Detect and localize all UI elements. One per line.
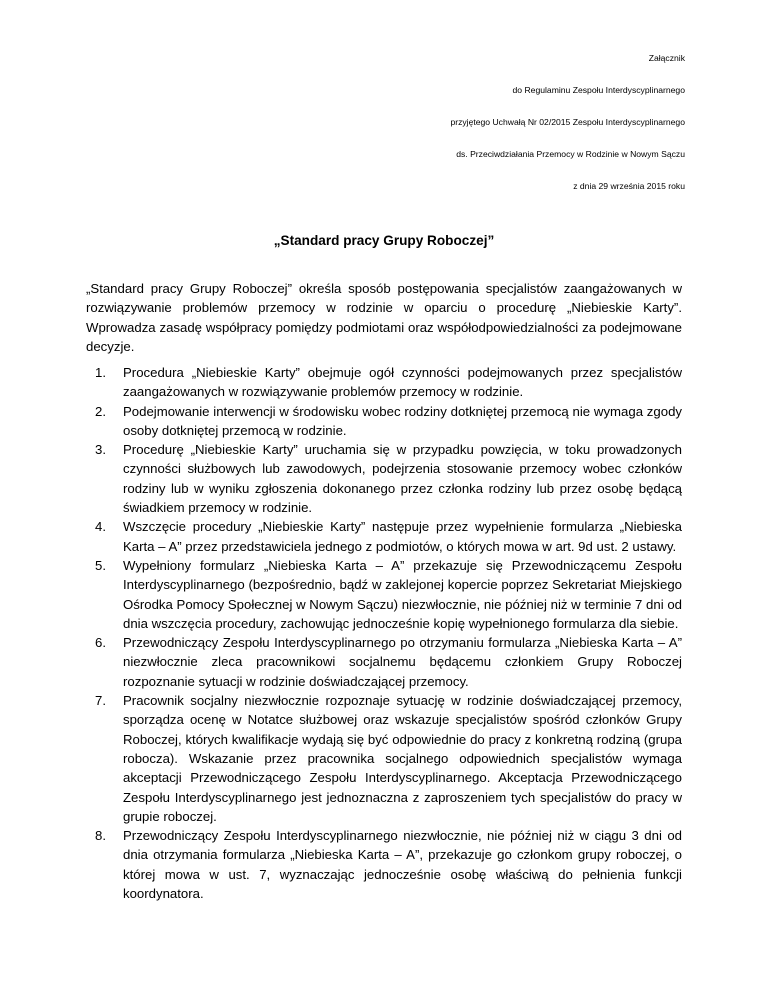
list-item-text: Podejmowanie interwencji w środowisku wobec rodziny dotkniętej przemocą nie wymaga zgody osoby dotkniętej przemocą w rodzinie. (123, 403, 682, 438)
list-item-number: 7. (95, 693, 106, 709)
list-item-number: 4. (95, 519, 106, 535)
list-item-text: Procedura „Niebieskie Karty” obejmuje ogół czynności podejmowanych przez specjalistów zaangażowanych w rozwiązywanie problemów przemocy w rodzinie. (123, 365, 682, 400)
list-item-number: 2. (95, 403, 106, 419)
list-item (86, 363, 682, 402)
header-line: ds. Przeciwdziałania Przemocy w Rodzinie w Nowym Sączu (456, 149, 685, 159)
list-item-number: 8. (95, 828, 106, 844)
list-item-text: Procedurę „Niebieskie Karty” uruchamia się w przypadku powzięcia, w toku prowadzonych czynności służbowych lub zawodowych, podejrzenia stosowanie przemocy wobec członków rodziny lub w wyniku zgłoszenia dokonanego przez członka rodziny lub przez osobę będącą świadkiem przemocy w rodzinie. (123, 442, 682, 516)
header-line: przyjętego Uchwałą Nr 02/2015 Zespołu Interdyscyplinarnego (450, 117, 685, 127)
header-line: z dnia 29 września 2015 roku (573, 181, 685, 191)
list-item (86, 826, 682, 903)
list-item-number: 3. (95, 442, 106, 458)
list-item-text: Wypełniony formularz „Niebieska Karta – A” przekazuje się Przewodniczącemu Zespołu Interdyscyplinarnego (bezpośrednio, bądź w zaklejonej kopercie poprzez Sekretariat Miejskiego Ośrodka Pomocy Społecznej w Nowym Sączu) niezwłocznie, nie później niż w terminie 7 dni od dnia wszczęcia procedury, zachowując jednocześnie kopię wypełnionego formularza dla siebie. (123, 557, 682, 631)
header-line: Załącznik (648, 53, 685, 63)
document-title: „Standard pracy Grupy Roboczej” (273, 233, 495, 248)
list-item-text: Przewodniczący Zespołu Interdyscyplinarnego niezwłocznie, nie później niż w ciągu 3 dni od dnia otrzymania formularza „Niebieska Karta – A”, przekazuje go członkom grupy roboczej, o której mowa w ust. 7, wyznaczając jednocześnie osobę właściwą do pełnienia funkcji koordynatora. (123, 828, 682, 902)
list-item-text: Przewodniczący Zespołu Interdyscyplinarnego po otrzymaniu formularza „Niebieska Karta – A” niezwłocznie zleca pracownikowi socjalnemu będącemu członkiem Grupy Roboczej rozpoznanie sytuacji w rodzinie doświadczającej przemocy. (123, 635, 682, 689)
list-item (86, 691, 682, 826)
list-item-number: 5. (95, 557, 106, 573)
attachment-header (450, 52, 685, 212)
list-item (86, 556, 682, 633)
header-line: do Regulaminu Zespołu Interdyscyplinarnego (512, 85, 685, 95)
list-item (86, 402, 682, 441)
list-item (86, 517, 682, 556)
list-item (86, 440, 682, 517)
list-item-number: 1. (95, 365, 106, 380)
list-item-number: 6. (95, 635, 106, 651)
list-item-text: Pracownik socjalny niezwłocznie rozpoznaje sytuację w rodzinie doświadczającej przemocy, sporządza ocenę w Notatce służbowej oraz wskazuje specjalistów spośród członków Grupy Roboczej, których kwalifikacje wydają się być odpowiednie do pracy z konkretną rodziną (grupa robocza). Wskazanie przez pracownika socjalnego odpowiednich specjalistów wymaga akceptacji Przewodniczącego Zespołu Interdyscyplinarnego. Akceptacja Przewodniczącego Zespołu Interdyscyplinarnego jest jednoznaczna z zaproszeniem tych specjalistów do pracy w grupie roboczej. (123, 693, 682, 824)
list-item-text: Wszczęcie procedury „Niebieskie Karty” następuje przez wypełnienie formularza „Niebieska Karta – A” przez przedstawiciela jednego z podmiotów, o których mowa w art. 9d ust. 2 ustawy. (123, 519, 682, 554)
numbered-list (86, 363, 682, 903)
list-item (86, 633, 682, 691)
intro-paragraph: „Standard pracy Grupy Roboczej” określa sposób postępowania specjalistów zaangażowanych w rozwiązywanie problemów przemocy w rodzinie w oparciu o procedurę „Niebieskie Karty”. Wprowadza zasadę współpracy pomiędzy podmiotami oraz współodpowiedzialności za podejmowane decyzje. (86, 281, 682, 354)
